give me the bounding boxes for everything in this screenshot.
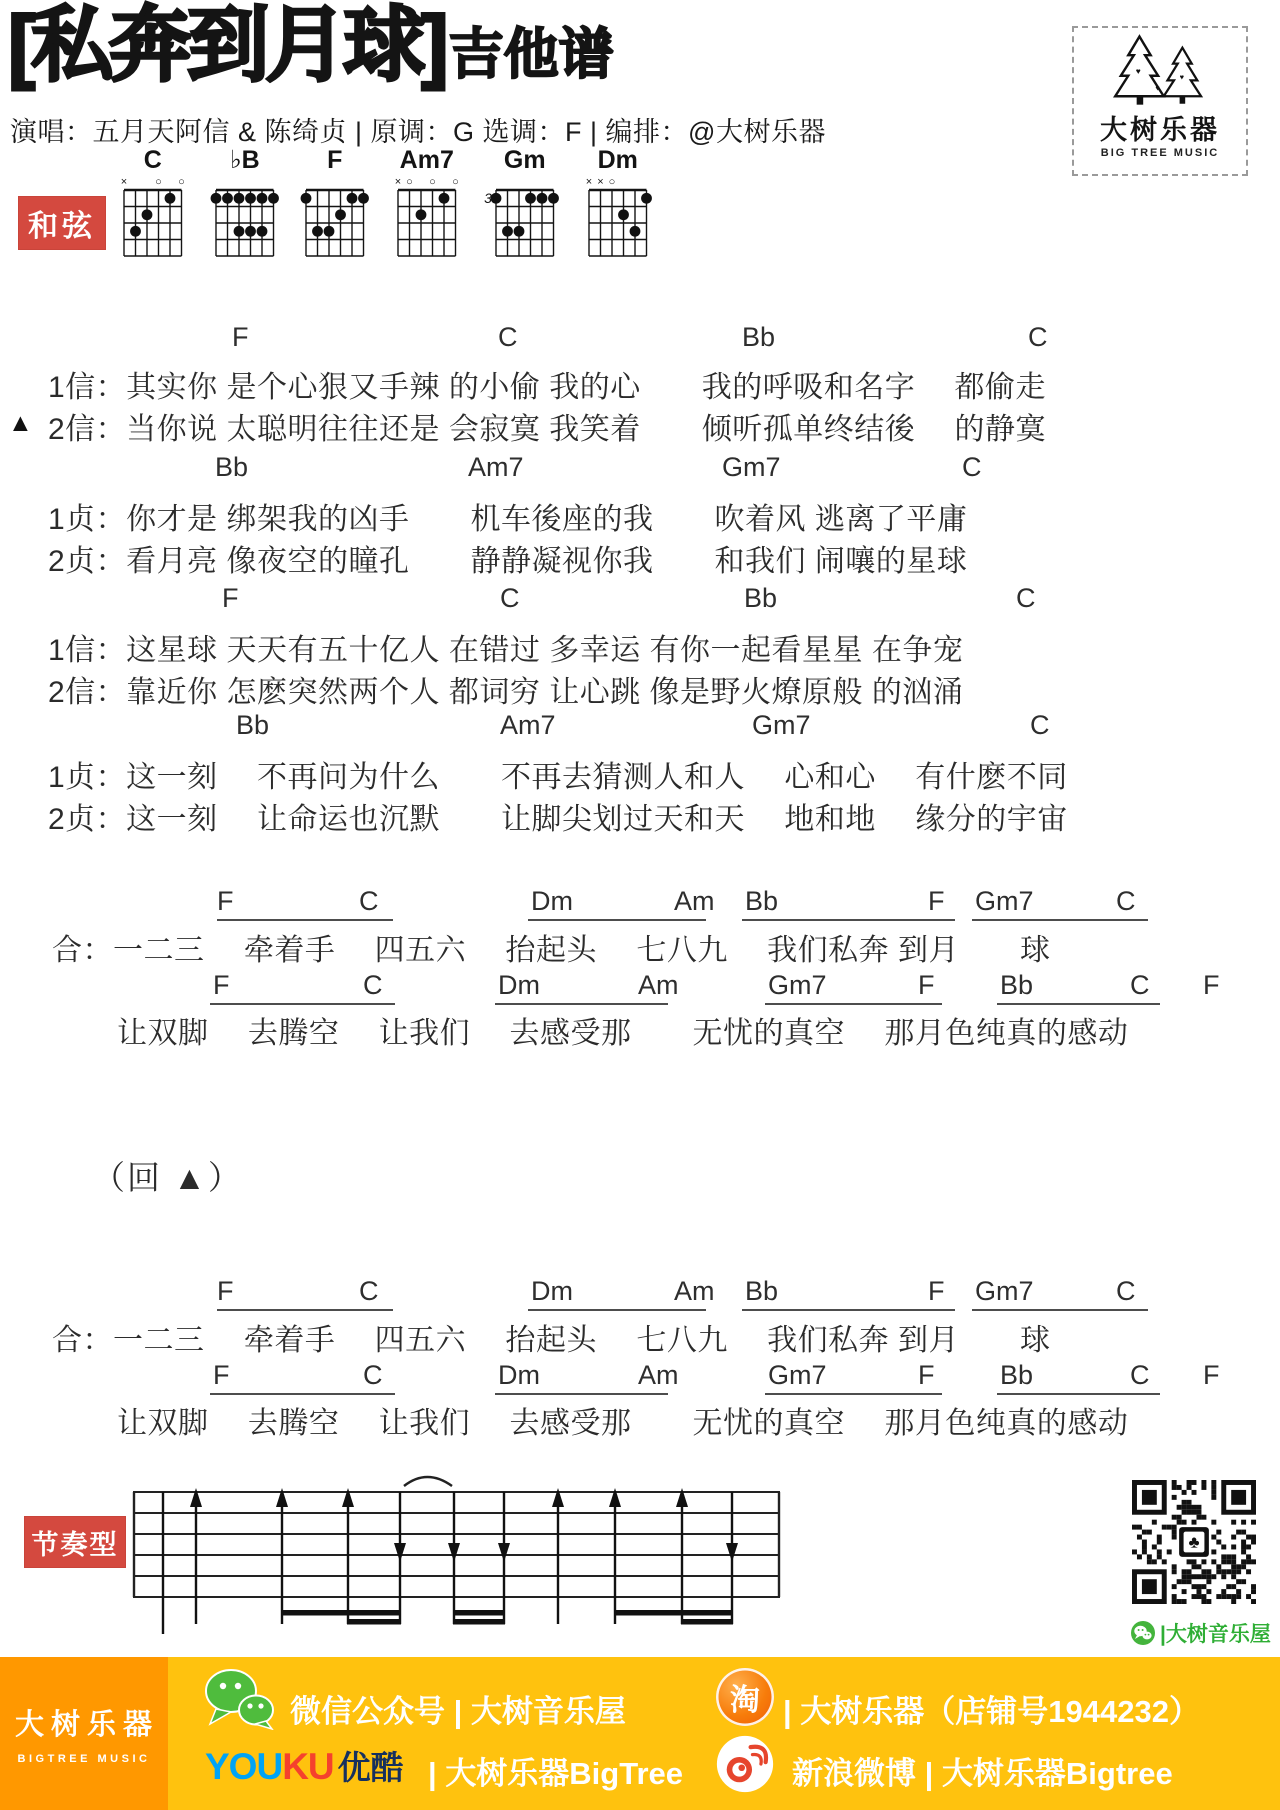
chord-label: C xyxy=(500,583,520,613)
sheet-type-label: 吉他谱 xyxy=(448,23,614,85)
wechat-icon xyxy=(203,1668,277,1730)
chord-label: F xyxy=(217,1276,234,1306)
youku-cn: 优酷 xyxy=(337,1749,404,1786)
chord-label: C xyxy=(363,1360,383,1390)
chord-label: Gm7 xyxy=(722,452,781,482)
repeat-marker: （回 ▲） xyxy=(92,1159,243,1196)
chord-label: Bb xyxy=(236,710,270,740)
lyric-line: 2贞：看月亮 像夜空的瞳孔 静静凝视你我 和我们 闹嚷的星球 xyxy=(48,545,968,578)
chord-label: Am xyxy=(638,970,679,1000)
chord-label: Dm xyxy=(531,886,573,916)
chord-name: Am7 xyxy=(399,146,454,174)
svg-text:○: ○ xyxy=(452,176,459,188)
chord-underline xyxy=(742,1309,955,1311)
section-repeat-triangle: ▲ xyxy=(8,409,33,437)
footer-taobao-label: | 大树乐器（店铺号1944232） xyxy=(783,1694,1200,1729)
chord-label: Bb xyxy=(215,452,249,482)
chord-label: Bb xyxy=(742,322,776,352)
footer-bar xyxy=(0,1657,1280,1810)
svg-text:×: × xyxy=(597,176,604,188)
svg-text:×: × xyxy=(585,176,593,188)
qr-caption xyxy=(1130,1618,1271,1648)
taobao-char: 淘 xyxy=(730,1684,760,1717)
svg-text:×: × xyxy=(120,176,128,188)
footer-brand-cn: 大树乐器 xyxy=(14,1709,159,1741)
chord-label: C xyxy=(1016,583,1036,613)
lyric-line: 合：一二三 牵着手 四五六 抬起头 七八九 我们私奔 到月 球 xyxy=(52,934,1051,967)
chord-label: C xyxy=(363,970,383,1000)
footer-weibo-label: 新浪微博 | 大树乐器Bigtree xyxy=(792,1756,1173,1791)
chord-label: C xyxy=(1130,1360,1150,1390)
chord-label: Gm7 xyxy=(768,970,827,1000)
chord-label: C xyxy=(1116,1276,1136,1306)
chord-underline xyxy=(528,1309,706,1311)
strumming-pattern-staff xyxy=(130,1462,810,1657)
chord-label: F xyxy=(918,1360,935,1390)
chord-label: C xyxy=(962,452,982,482)
rhythm-section-label: 节奏型 xyxy=(24,1516,126,1568)
chord-label: Dm xyxy=(498,970,540,1000)
chord-label: F xyxy=(918,970,935,1000)
fret-position-label: 3 xyxy=(484,190,492,206)
chord-underline xyxy=(495,1003,668,1005)
wechat-icon xyxy=(1130,1620,1156,1646)
chord-label: C xyxy=(1116,886,1136,916)
chord-underline xyxy=(997,1003,1160,1005)
chord-name: Gm xyxy=(503,146,546,174)
lyric-line: 1贞：这一刻 不再问为什么 不再去猜测人和人 心和心 有什麽不同 xyxy=(48,761,1068,794)
lyric-line: 1信：这星球 天天有五十亿人 在错过 多幸运 有你一起看星星 在争宠 xyxy=(48,634,964,667)
logo-name-cn: 大树乐器 xyxy=(1100,115,1220,145)
svg-text:♥: ♥ xyxy=(1179,72,1185,82)
weibo-icon xyxy=(715,1734,775,1794)
chord-underline xyxy=(765,1003,942,1005)
qr-caption-text: |大树音乐屋 xyxy=(1160,1623,1271,1646)
chord-label: Am xyxy=(638,1360,679,1390)
chord-label: F xyxy=(213,970,230,1000)
logo-name-en: BIG TREE MUSIC xyxy=(1100,147,1220,159)
svg-text:♥: ♥ xyxy=(1135,65,1141,76)
lyric-line: 让双脚 去腾空 让我们 去感受那 无忧的真空 那月色纯真的感动 xyxy=(117,1407,1129,1440)
chord-label: Am7 xyxy=(468,452,524,482)
taobao-icon xyxy=(716,1668,774,1726)
lyric-line: 1贞：你才是 绑架我的凶手 机车後座的我 吹着风 逃离了平庸 xyxy=(48,503,968,536)
chord-label: F xyxy=(213,1360,230,1390)
chord-label: Am7 xyxy=(500,710,556,740)
chord-label: Bb xyxy=(1000,970,1034,1000)
svg-text:♣: ♣ xyxy=(1188,1532,1200,1552)
song-meta: 演唱：五月天阿信 & 陈绮贞 | 原调：G 选调：F | 编排：@大树乐器 xyxy=(10,117,826,147)
chord-label: C xyxy=(1130,970,1150,1000)
chord-underline xyxy=(495,1393,668,1395)
chord-label: F xyxy=(928,1276,945,1306)
chord-label: Bb xyxy=(1000,1360,1034,1390)
qr-code xyxy=(1132,1480,1256,1604)
chord-underline xyxy=(765,1393,942,1395)
chord-diagram-C xyxy=(106,146,202,268)
footer-wechat-label: 微信公众号 | 大树音乐屋 xyxy=(290,1694,626,1729)
chord-label: F xyxy=(232,322,249,352)
chord-label: Am xyxy=(674,1276,715,1306)
pine-trees-icon xyxy=(1104,32,1216,112)
svg-text:♥: ♥ xyxy=(1155,83,1160,93)
svg-text:×: × xyxy=(394,176,402,188)
chord-underline xyxy=(217,1309,393,1311)
svg-text:○: ○ xyxy=(178,176,185,188)
lyric-line: 让双脚 去腾空 让我们 去感受那 无忧的真空 那月色纯真的感动 xyxy=(117,1017,1129,1050)
chord-name: ♭B xyxy=(229,146,260,174)
chord-label: Gm7 xyxy=(768,1360,827,1390)
chord-label: Gm7 xyxy=(975,886,1034,916)
lyric-line: 2信：靠近你 怎麽突然两个人 都词穷 让心跳 像是野火燎原般 的汹涌 xyxy=(48,676,964,709)
chords-section-label: 和弦 xyxy=(18,196,106,250)
chord-label: Bb xyxy=(745,1276,779,1306)
chord-diagram-♭B xyxy=(198,146,294,268)
chord-diagram-F xyxy=(288,146,384,268)
chord-label: C xyxy=(1028,322,1048,352)
chord-name: Dm xyxy=(597,146,638,174)
chord-label: Dm xyxy=(498,1360,540,1390)
chord-underline xyxy=(972,919,1148,921)
svg-text:○: ○ xyxy=(155,176,162,188)
chord-label: F xyxy=(1203,1360,1220,1390)
lyric-line: 1信：其实你 是个心狠又手辣 的小偷 我的心 我的呼吸和名字 都偷走 xyxy=(48,371,1047,404)
footer-youku-label: | 大树乐器BigTree xyxy=(428,1756,683,1791)
footer-brand-box xyxy=(0,1657,168,1810)
chord-underline xyxy=(217,919,393,921)
chord-underline xyxy=(210,1393,395,1395)
chord-label: C xyxy=(498,322,518,352)
chord-name: F xyxy=(327,146,343,174)
lyric-line: 2信：当你说 太聪明往往还是 会寂寞 我笑着 倾听孤单终结後 的静寞 xyxy=(48,413,1047,446)
svg-text:○: ○ xyxy=(608,176,616,188)
chord-label: F xyxy=(1203,970,1220,1000)
chord-label: F xyxy=(928,886,945,916)
chord-label: F xyxy=(217,886,234,916)
chord-diagram-Dm xyxy=(571,146,667,268)
chord-label: Dm xyxy=(531,1276,573,1306)
lyric-line: 合：一二三 牵着手 四五六 抬起头 七八九 我们私奔 到月 球 xyxy=(52,1324,1051,1357)
chord-label: Gm7 xyxy=(752,710,811,740)
bigtree-logo-box xyxy=(1072,26,1248,176)
chord-label: C xyxy=(359,886,379,916)
chord-label: Gm7 xyxy=(975,1276,1034,1306)
chord-underline xyxy=(528,919,706,921)
footer-brand-en: BIGTREE MUSIC xyxy=(17,1753,151,1765)
chord-diagram-Gm xyxy=(478,146,574,268)
chord-underline xyxy=(210,1003,395,1005)
chord-label: C xyxy=(1030,710,1050,740)
chord-underline xyxy=(972,1309,1148,1311)
youku-logo xyxy=(205,1742,404,1789)
youku-you: YOU xyxy=(205,1746,283,1787)
lyric-line: 2贞：这一刻 让命运也沉默 让脚尖划过天和天 地和地 缘分的宇宙 xyxy=(48,803,1068,836)
chord-underline xyxy=(742,919,955,921)
page-title xyxy=(8,0,614,92)
svg-text:○: ○ xyxy=(429,176,436,188)
song-title: [私奔到月球] xyxy=(8,0,445,91)
chord-underline xyxy=(997,1393,1160,1395)
chord-label: Bb xyxy=(744,583,778,613)
chord-name: C xyxy=(143,146,162,174)
chord-label: C xyxy=(359,1276,379,1306)
youku-ku: KU xyxy=(282,1746,334,1787)
chord-label: F xyxy=(222,583,239,613)
chord-label: Am xyxy=(674,886,715,916)
chord-diagram-Am7 xyxy=(380,146,476,268)
svg-text:○: ○ xyxy=(406,176,413,188)
chord-label: Bb xyxy=(745,886,779,916)
